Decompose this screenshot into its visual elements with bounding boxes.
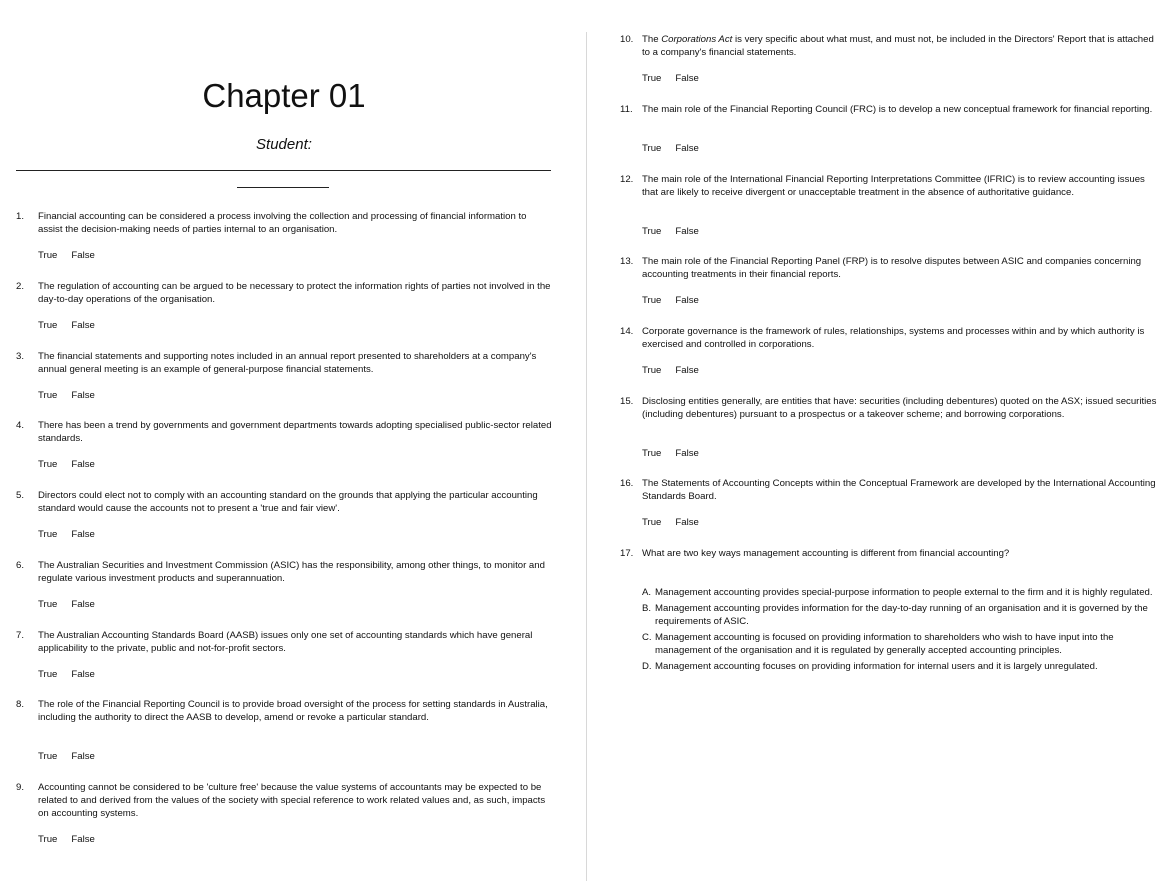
true-false-9	[38, 833, 95, 846]
false-option[interactable]: False	[71, 599, 95, 610]
question-text: The main role of the International Financial Reporting Interpretations Committee (IFRIC) is to review accounting issues that are likely to receive divergent or unacceptable treatment in the absence of authoritative guidance.	[642, 174, 1145, 198]
option-text: Management accounting provides special-purpose information to people external to the firm and it is highly regulated.	[655, 587, 1153, 598]
question-number: 17.	[620, 548, 634, 559]
question-number: 11.	[620, 104, 633, 115]
question-number: 7.	[16, 630, 25, 641]
true-option[interactable]: True	[642, 295, 662, 306]
true-false-12	[642, 225, 699, 238]
option-letter: A.	[642, 587, 652, 598]
question-9	[16, 781, 552, 820]
question-text: The main role of the Financial Reporting Panel (FRP) is to resolve disputes between ASIC and companies concerning accounting treatments in their financial reports.	[642, 256, 1142, 280]
column-divider	[586, 32, 587, 881]
true-false-13	[642, 294, 699, 307]
false-option[interactable]: False	[675, 295, 699, 306]
question-text-end: is very specific about what must, and must not, be included in the Directors' Report that is attached to a company's financial statements.	[642, 34, 1154, 58]
question-text: The Australian Accounting Standards Board (AASB) issues only one set of accounting standards which have general applicability to the private, public and not-for-profit sectors.	[38, 630, 533, 654]
question-2	[16, 280, 552, 306]
option-text: Management accounting provides information for the day-to-day running of an organisation and it is governed by the requirements of ASIC.	[655, 603, 1148, 627]
true-option[interactable]: True	[38, 834, 58, 845]
answer-option-d[interactable]	[642, 660, 1162, 673]
true-option[interactable]: True	[38, 599, 58, 610]
answer-options	[642, 586, 1162, 676]
question-11	[620, 103, 1160, 116]
question-text: Directors could elect not to comply with an accounting standard on the grounds that applying the particular accounting standard would cause the accounts not to present a 'true and fair view'.	[38, 490, 538, 514]
question-16	[620, 477, 1160, 503]
question-text: Financial accounting can be considered a process involving the collection and processing of financial information to assist the decision-making needs of parties internal to an organisation.	[38, 211, 527, 235]
option-text: Management accounting is focused on providing information to shareholders who wish to have input into the management of the organisation and it is regulated by generally accepted accounting principles.	[655, 632, 1114, 656]
option-letter: D.	[642, 661, 652, 672]
true-false-10	[642, 72, 699, 85]
question-number: 15.	[620, 396, 634, 407]
option-text: Management accounting focuses on providing information for internal users and it is largely unregulated.	[655, 661, 1098, 672]
false-option[interactable]: False	[675, 365, 699, 376]
true-option[interactable]: True	[38, 250, 58, 261]
question-number: 8.	[16, 699, 25, 710]
false-option[interactable]: False	[71, 834, 95, 845]
false-option[interactable]: False	[71, 320, 95, 331]
question-number: 4.	[16, 420, 25, 431]
question-number: 14.	[620, 326, 634, 337]
true-option[interactable]: True	[642, 73, 662, 84]
question-number: 2.	[16, 281, 25, 292]
question-3	[16, 350, 552, 376]
option-letter: B.	[642, 603, 652, 614]
question-text: There has been a trend by governments and government departments towards adopting specialised public-sector related standards.	[38, 420, 552, 444]
true-false-11	[642, 142, 699, 155]
question-5	[16, 489, 552, 515]
false-option[interactable]: False	[71, 751, 95, 762]
false-option[interactable]: False	[71, 390, 95, 401]
question-1	[16, 210, 552, 236]
true-false-5	[38, 528, 95, 541]
true-option[interactable]: True	[642, 226, 662, 237]
true-option[interactable]: True	[38, 390, 58, 401]
false-option[interactable]: False	[675, 517, 699, 528]
question-4	[16, 419, 552, 445]
true-false-2	[38, 319, 95, 332]
true-false-7	[38, 668, 95, 681]
question-10	[620, 33, 1160, 59]
question-17	[620, 547, 1160, 560]
question-number: 16.	[620, 478, 634, 489]
student-name-line	[16, 170, 551, 171]
true-false-8	[38, 750, 95, 763]
true-option[interactable]: True	[38, 751, 58, 762]
question-text: Accounting cannot be considered to be 'culture free' because the value systems of accountants may be expected to be related to and derived from the values of the society with special reference to work related values and, as such, impacts on accounting systems.	[38, 782, 546, 819]
student-label: Student:	[256, 136, 312, 153]
true-option[interactable]: True	[642, 448, 662, 459]
act-name: Corporations Act	[661, 34, 733, 45]
false-option[interactable]: False	[71, 459, 95, 470]
question-number: 12.	[620, 174, 634, 185]
true-option[interactable]: True	[642, 365, 662, 376]
question-text: The regulation of accounting can be argued to be necessary to protect the information rights of parties not involved in the day-to-day operations of the organisation.	[38, 281, 551, 305]
question-15	[620, 395, 1160, 421]
question-number: 3.	[16, 351, 25, 362]
question-text: Corporate governance is the framework of rules, relationships, systems and processes within and by which authority is exercised and controlled in corporations.	[642, 326, 1145, 350]
true-false-15	[642, 447, 699, 460]
false-option[interactable]: False	[71, 529, 95, 540]
true-option[interactable]: True	[38, 669, 58, 680]
question-number: 9.	[16, 782, 25, 793]
question-number: 6.	[16, 560, 25, 571]
false-option[interactable]: False	[675, 143, 699, 154]
true-option[interactable]: True	[642, 143, 662, 154]
answer-option-b[interactable]	[642, 602, 1162, 628]
question-number: 1.	[16, 211, 25, 222]
question-7	[16, 629, 552, 655]
false-option[interactable]: False	[71, 250, 95, 261]
question-text: The financial statements and supporting notes included in an annual report presented to shareholders at a company's annual general meeting is an example of general-purpose financial statements.	[38, 351, 537, 375]
option-letter: C.	[642, 632, 652, 643]
question-text-start: The	[642, 34, 662, 45]
true-false-6	[38, 598, 95, 611]
question-text: The Statements of Accounting Concepts within the Conceptual Framework are developed by the International Accounting Standards Board.	[642, 478, 1156, 502]
false-option[interactable]: False	[71, 669, 95, 680]
question-number: 5.	[16, 490, 25, 501]
question-number: 10.	[620, 34, 634, 45]
question-12	[620, 173, 1160, 199]
question-text: The main role of the Financial Reporting Council (FRC) is to develop a new conceptual framework for financial reporting.	[642, 104, 1153, 115]
true-false-16	[642, 516, 699, 529]
true-option[interactable]: True	[38, 459, 58, 470]
question-text: Disclosing entities generally, are entities that have: securities (including debentures) quoted on the ASX; issued securities (including debentures) pursuant to a prospectus or a takeover scheme; and borrowing corporations.	[642, 396, 1157, 420]
question-number: 13.	[620, 256, 634, 267]
question-text: The Australian Securities and Investment Commission (ASIC) has the responsibility, among other things, to monitor and regulate various investment products and superannuation.	[38, 560, 545, 584]
student-id-line	[237, 187, 329, 188]
true-false-4	[38, 458, 95, 471]
false-option[interactable]: False	[675, 448, 699, 459]
chapter-title: Chapter 01	[202, 77, 366, 114]
true-false-3	[38, 389, 95, 402]
question-text: What are two key ways management accounting is different from financial accounting?	[642, 548, 1010, 559]
question-8	[16, 698, 552, 724]
true-option[interactable]: True	[38, 320, 58, 331]
answer-option-c[interactable]	[642, 631, 1162, 657]
question-14	[620, 325, 1160, 351]
answer-option-a[interactable]	[642, 586, 1162, 599]
question-text: The role of the Financial Reporting Council is to provide broad oversight of the process for setting standards in Australia, including the authority to direct the AASB to develop, amend or revoke a particular standard.	[38, 699, 548, 723]
question-13	[620, 255, 1160, 281]
question-text	[642, 33, 1160, 59]
false-option[interactable]: False	[675, 226, 699, 237]
true-option[interactable]: True	[642, 517, 662, 528]
true-option[interactable]: True	[38, 529, 58, 540]
true-false-14	[642, 364, 699, 377]
true-false-1	[38, 249, 95, 262]
false-option[interactable]: False	[675, 73, 699, 84]
question-6	[16, 559, 552, 585]
